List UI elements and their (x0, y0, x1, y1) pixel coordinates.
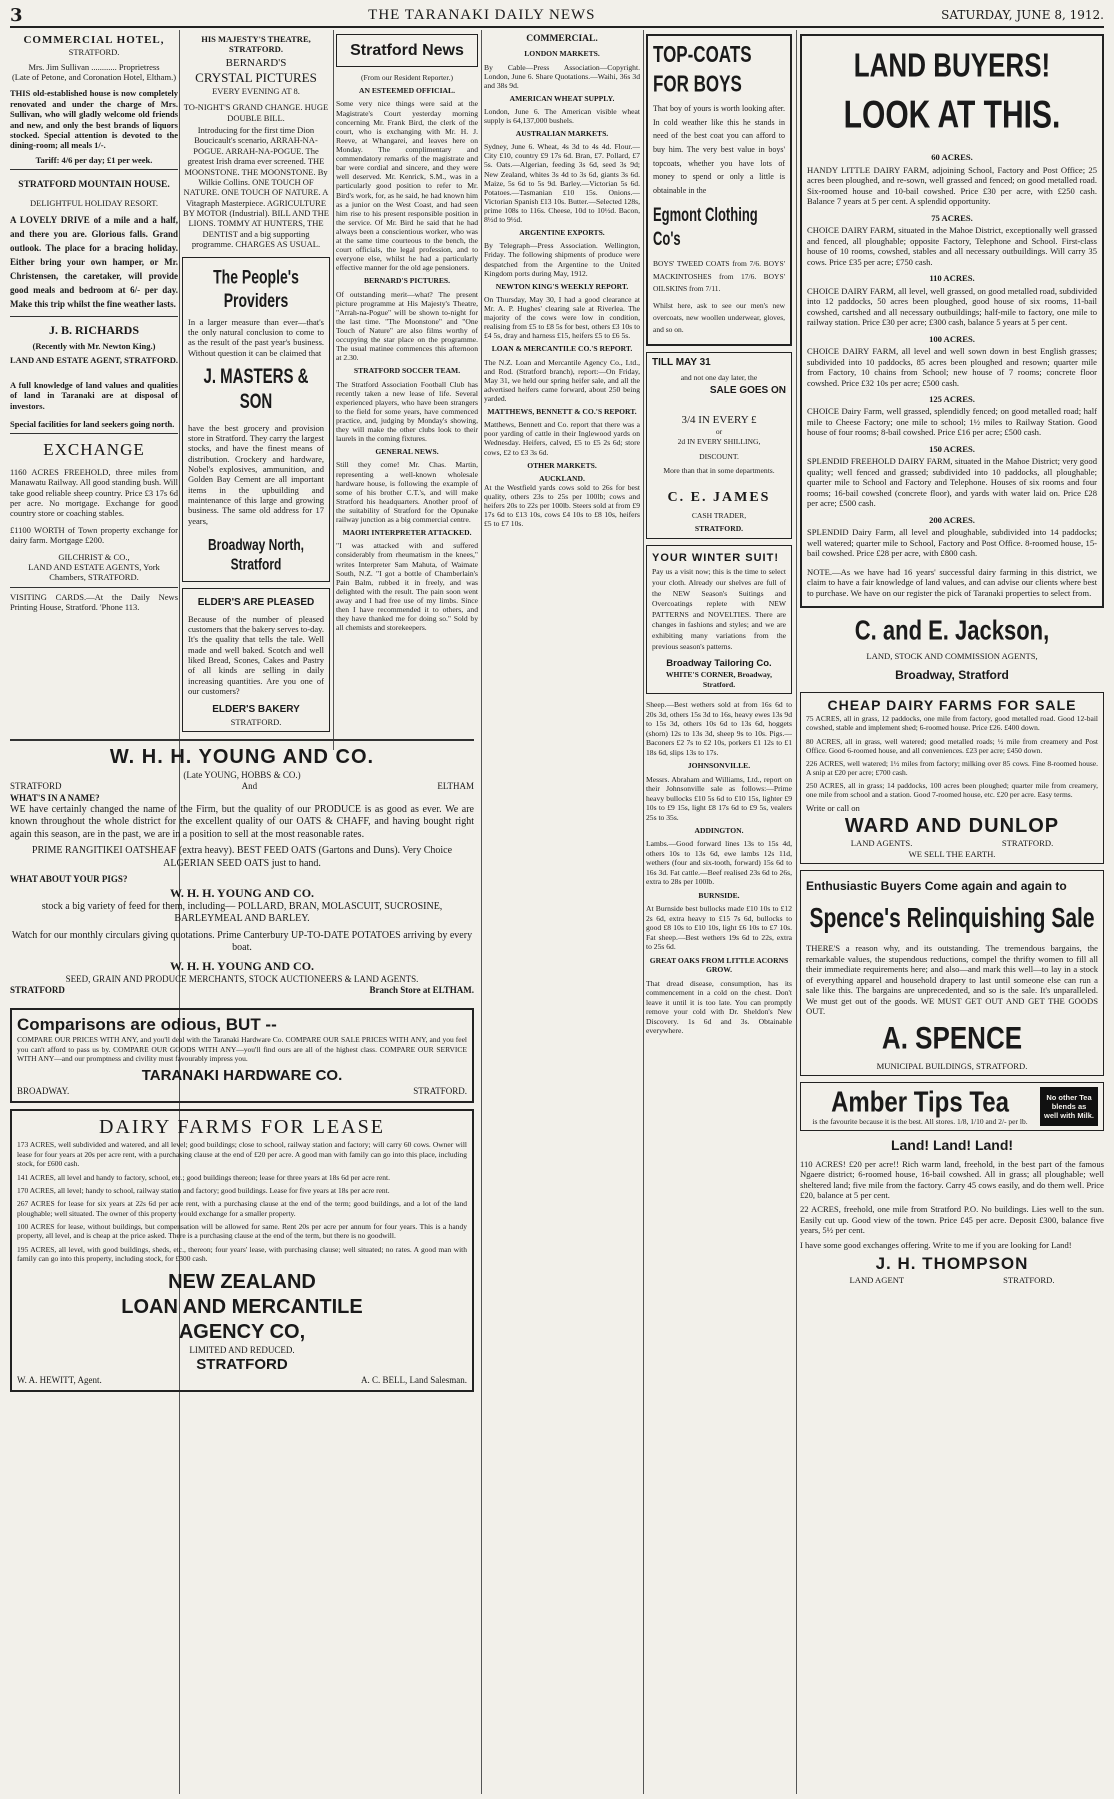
land-listing-heading: 200 ACRES. (929, 514, 975, 525)
land-listing-body: CHOICE DAIRY FARM, all level, well grassed, on good metalled road, subdivided into 12 paddocks, 50 acres been ploughed, good house of six rooms, 11-bail cowshed, cartshed and all necessary outbuildings; half-mile to factory, one mile to railway station. Price £30 per acre; £300 cash, balance 5 years at 5 per cent. (807, 285, 1097, 328)
stratford-news-title: Stratford News (350, 42, 464, 59)
hardware-title: Comparisons are odious, BUT -- (17, 1015, 277, 1034)
cheap-farm-listing: 75 ACRES, all in grass, 12 paddocks, one mile from factory, good metalled road. Good 12-bail cowshed, stable and implement shed; 6-roomed house. Price £26. £400 down. (806, 714, 1098, 733)
masters-address: Broadway North, Stratford (207, 535, 304, 573)
tailoring-name: Broadway Tailoring Co. (666, 658, 772, 670)
hardware-foot: STRATFORD. (413, 1086, 467, 1097)
james-role: CASH TRADER, (691, 510, 747, 520)
market-body: Messrs. Abraham and Williams, Ltd., report on their Johnsonville sale as follows:—Prime heavy bullocks £10 5s 6d to £10 15s, lighter £9 10s to £9 15s, light £8 17s 6d to £9 5s, vealers 25s to 35s. (646, 774, 792, 822)
land-listing-body: SPLENDID Dairy Farm, all level and ploughable, subdivided into 14 paddocks; well watered; quarter mile to School, Factory and Post Office. 8-roomed house, 15-bail cowshed. Price £28 per acre, with £800 cash. (807, 527, 1097, 559)
winter-body: Pay us a visit now; this is the time to select your cloth. Already our shelves are full of the NEW Season's Suitings and Overcoatings replete with NEW PATTERNS and NOVELTIES. There are changes in fashions and styles; and we are exhibiting many variations from the previous season's patterns. (652, 567, 786, 651)
young-late: (Late YOUNG, HOBBS & CO.) (183, 770, 301, 780)
land-land-title: Land! Land! Land! (890, 1137, 1014, 1154)
bottom-left-ads (10, 735, 474, 1795)
young-footer (10, 985, 474, 996)
look-at-this: LOOK AT THIS. (843, 93, 1061, 137)
market-body: Matthews, Bennett and Co. report that there was a poor yarding of cattle in their Inglewood yards on Wednesday. Heifers, calved, £5 to £5 2s 6d; store cows, £2 to £3 3s 6d. (484, 420, 640, 457)
thompson-town: STRATFORD. (1003, 1275, 1055, 1286)
land-listing-heading: 150 ACRES. (929, 443, 975, 454)
hardware-body: COMPARE OUR PRICES WITH ANY, and you'll deal with the Taranaki Hardware Co. COMPARE OUR SALE PRICES WITH ANY, and you feel you can't afford to pass us by. COMPARE OUR GOODS WITH ANY—you'll find ours are all of the highest class. COMPARE OUR SERVICE WITH ANY—and our promptness and civility must favourably impress you. (17, 1035, 467, 1063)
market-heading: AUSTRALIAN MARKETS. (515, 129, 609, 139)
winter-title: YOUR WINTER SUIT! (652, 551, 779, 564)
article-body: The Stratford Association Football Club has recently taken a new lease of life. Several experienced players, who have been strangers to the field for some years, have commenced practice, and, judging by Monday's showing, they will make the other clubs look to their laurels in the coming fixtures. (336, 379, 478, 444)
land-listing-body: CHOICE Dairy Farm, well grassed, splendidly fenced; on good metalled road; half mile to Cheese Factory; one mile to school; 1½ miles to Railway Station. Good house of four rooms; 8-bail cowshed. Price £16 per acre; £500 cash. (807, 406, 1097, 438)
market-body: At Burnside best bullocks made £10 10s to £12 2s 6d, extra heavy to £15 7s 6d, bullocks to good £8 10s to £10 10s, light £6 10s to £7 10s. Fat sheep.—Best wethers 19s 6d to 22s, extra to 25s 6d. (646, 904, 792, 952)
young-loc: ELTHAM (437, 781, 474, 792)
theatre-when: EVERY EVENING AT 8. (212, 85, 300, 96)
topcoats-ad (646, 34, 792, 346)
column-rule (333, 30, 334, 750)
article-heading: BERNARD'S PICTURES. (363, 276, 451, 286)
hotel-name: COMMERCIAL HOTEL, (23, 34, 165, 46)
young-loc: STRATFORD (10, 781, 62, 792)
topcoats-body: That boy of yours is worth looking after. In cold weather like this he stands in need of the best coat you can afford to buy him. The very best value in boys' topcoats, whether you have lots of money to spend or only a little is obtainable in the (653, 104, 785, 195)
cheap-farm-listing: 250 ACRES, all in grass; 14 paddocks, 100 acres been ploughed; quarter mile from creamery, one mile from school and a station. Good 7-roomed house, etc. £20 per acre. Easy terms. (806, 781, 1098, 800)
thompson-role: LAND AGENT (849, 1275, 905, 1286)
market-body: Lambs.—Good forward lines 13s to 15s 4d, others 10s to 13s 6d, ewe lambs 12s 11d, wethers (four and six-tooth, forward) 15s 6d to 16s 3d. Fat cattle.—Beef realised 23s 6d to 26s, extra to 28s per 100lb. (646, 839, 792, 887)
jackson-name: C. and E. Jackson, (854, 614, 1050, 647)
amber-tea-ad (800, 1082, 1104, 1131)
land-listing-heading: 100 ACRES. (929, 333, 975, 344)
james-sale-ad (646, 352, 792, 539)
spence-body: THERE'S a reason why, and its outstanding. The tremendous bargains, the remarkable values, the stupendous reductions, compel the thrifty women to fill all their immediate requirements here; and also—and mark this well—to lay in a stock of everything apparel and household drapery to last until someone else can run a sale like this. The bargains are unprecedented, and so is the sale. It's unparalleled. We must get out of the goods. WE MUST GET OUT AND GET THE GOODS OUT. (806, 943, 1098, 1017)
james-name: C. E. JAMES (667, 490, 771, 506)
cheap-farms-list (806, 714, 1098, 799)
market-heading: MATTHEWS, BENNETT & CO.'S REPORT. (487, 407, 637, 417)
thompson-listing: 22 ACRES, freehold, one mile from Stratford P.O. No buildings. Lies well to the sun. Easily cut up. Good view of the town. Price £45 per acre. Deposit £300, balance five years, 5½ per cent. (800, 1204, 1104, 1236)
hotel-town: STRATFORD. (68, 47, 120, 58)
dairy-lease-listing: 141 ACRES, all level and handy to factory, school, etc.; good buildings thereon; lease for three years at 18s 6d per acre rent. (17, 1172, 390, 1182)
winter-suit-ad (646, 545, 792, 694)
amber-side-panel: No other Tea blends as well with Milk. (1040, 1087, 1098, 1126)
spence-title: Spence's Relinquishing Sale (809, 903, 1095, 934)
amber-title: Amber Tips Tea (831, 1085, 1009, 1119)
market-heading: OTHER MARKETS. (527, 460, 597, 470)
article-heading: GREAT OAKS FROM LITTLE ACORNS GROW. (649, 955, 789, 975)
cheap-farm-listing: 226 ACRES, well watered; 1½ miles from factory; milking over 85 cows. Fine 8-roomed house. A snip at £20 per acre; £700 cash. (806, 758, 1098, 777)
market-heading: ADDINGTON. (694, 825, 744, 835)
young-items: PRIME RANGITIKEI OATSHEAF (extra heavy). BEST FEED OATS (Gartons and Duns). Very Choice ALGERIAN SEED OATS just to hand. (31, 845, 453, 869)
ward-footer (806, 838, 1098, 848)
article-body: "I was attacked with and suffered considerably from rheumatism in the knees," writes Interpreter Sam Mahuta, of Waimate South, N.Z. "I got a bottle of Chamberlain's Pain Balm, rubbed it in freely, and was delighted with the result. The pain soon went away and I had free use of my limbs. Since then I have recommended it to others, and they have thanked me for doing so." Sold by all chemists and storekeepers. (336, 541, 478, 633)
young-name: W. H. H. YOUNG AND CO. (169, 885, 315, 900)
young-body: WE have certainly changed the name of the Firm, but the quality of our PRODUCE is as good as ever. We are known throughout the whole district for the excellent quality of our OATS & CHAFF, and having bought right again this season, are in the past, we are in a position to sell at the most reasonable rates. (10, 803, 474, 840)
nz-town: STRATFORD (196, 1355, 288, 1373)
article-body: Some very nice things were said at the Magistrate's Court yesterday morning concerning Mr. Frank Bird, the clerk of the court, who is exchanging with Mr. H. J. Reeve, at Whangarei, and leaves here on Monday. The complimentary and commendatory remarks of the magistrate and bar were cordial and sincere, and they were well deserved. Mr. Kenrick, S.M., was in a particularly good position to refer to Mr. Bird's work, for, as he said, he had known him as a junior on the West Coast, and had seen him rise to his present responsible position in the service. Of Mr. Bird he said that he had always been a conscientious worker, who was at the same time courteous to the bench, the court officials, the legal profession, and to everyone else, whilst he had a particularly effective manner for the old age pensioners. (336, 99, 478, 273)
richards-name: J. B. RICHARDS (48, 322, 139, 337)
masters-title: J. MASTERS & SON (203, 364, 309, 415)
young-foot: Branch Store at ELTHAM. (369, 984, 474, 995)
thompson-note: I have some good exchanges offering. Write to me if you are looking for Land! (800, 1239, 1072, 1250)
cheap-farms-ad (800, 692, 1104, 864)
young-locations (10, 781, 474, 792)
article-heading: AN ESTEEMED OFFICIAL. (359, 86, 455, 96)
providers-ad (182, 257, 330, 582)
spence-enthusiastic: Enthusiastic Buyers Come again and again to (806, 879, 1067, 894)
commercial-title: COMMERCIAL. (526, 34, 598, 44)
ward-slogan: WE SELL THE EARTH. (908, 848, 996, 859)
richards-role: LAND AND ESTATE AGENT, STRATFORD. (10, 355, 178, 366)
richards-body: A full knowledge of land values and qualities of land in Taranaki are at disposal of investors. (10, 379, 178, 411)
stratford-news-byline: (From our Resident Reporter.) (361, 73, 453, 83)
ward-role: LAND AGENTS. (850, 838, 913, 849)
cheap-farm-listing: 80 ACRES, all in grass, well watered; good metalled roads; ½ mile from creamery and Post Office. Good 6-roomed house, and all conveniences. £23 per acre; £450 down. (806, 736, 1098, 755)
article-body: That dread disease, consumption, has its commencement in a cold on the chest. Don't leave it until it is too late. You can promptly remove your cold with Dr. Sheldon's New Discovery. 1s 6d and 3s. Obtainable everywhere. (646, 978, 792, 1036)
market-body: The N.Z. Loan and Mercantile Agency Co., Ltd., and Rod. (Stratford branch), report:—On Friday, May 31, we held our spring heifer sale, and all the advertised heifers came forward, about 250 being yarded. (484, 357, 640, 403)
providers-body: In a larger measure than ever—that's the only natural conclusion to come to as the result of the past year's business. Without question it can be claimed that (188, 316, 324, 358)
market-subheading: AUCKLAND. (539, 473, 585, 483)
richards-subtitle: (Recently with Mr. Newton King.) (32, 341, 156, 352)
discount-label: DISCOUNT. (699, 452, 739, 462)
discount-shilling: 2d IN EVERY SHILLING, (677, 436, 761, 446)
dairy-title: DAIRY FARMS FOR LEASE (99, 1116, 385, 1139)
cheap-write: Write or call on (806, 803, 860, 814)
richards-special: Special facilities for land seekers going north. (10, 418, 175, 429)
exchange-agent: GILCHRIST & CO., (58, 551, 130, 562)
market-body: London, June 6. The American visible wheat supply is 64,137,000 bushels. (484, 106, 640, 126)
masters-body: have the best grocery and provision store in Stratford. They carry the largest stocks, and have the finest means of distribution. Crockery and hardware, Nobel's explosives, ammunition, and Golden Bay Cement are all important items in the upbuilding and maintenance of this large and growing business. The same old address for 17 years, (188, 422, 324, 526)
newspaper-title: THE TARANAKI DAILY NEWS (368, 6, 596, 23)
land-listing-body: CHOICE DAIRY FARM, situated in the Mahoe District, exceptionally well grassed and fenced, all ploughable; opposite Factory, Telephone and School. First-class house of 10 rooms, cowshed, stables and all necessary outbuildings. Will carry 35 cows. Price £35 per acre; £750 cash. (807, 225, 1097, 267)
hotel-tariff: Tariff: 4/6 per day; £1 per week. (35, 154, 153, 165)
market-body: Sydney, June 6. Wheat, 4s 3d to 4s 4d. Flour.—City £10, country £9 17s 6d. Bran, £7. Pollard, £7 5s. Oats.—Algerian, feeding 3s 6d, seed 3s 9d; New Zealand, whites 3s 4d to 3s 6d, giants 3s 6d. Maize, 5s 6d to 5s 9d. Barley.—Victorian 5s 6d. Potatoes.—Tasmanian £10 15s. Onions.—Victorian Spanish £13 10s. Butter.—Selected 128s, prime 108s to 116s. Cheese, 10d to 10½d. Bacon, 8½d to 9½d. (484, 142, 640, 225)
young-question: WHAT'S IN A NAME? (10, 792, 100, 803)
dairy-lease-listing: 100 ACRES for lease, without buildings, but compensation will be allowed for same. Rent 20s per acre per annum for four years. This is a handy property, all level, and is cheap at the price asked. There is a purchasing clause at the end of the term, but there is no goodwill. (17, 1222, 467, 1241)
visiting-cards: VISITING CARDS.—At the Daily News Printing House, Stratford. 'Phone 113. (10, 591, 178, 612)
dairy-lease-listing: 173 ACRES, well subdivided and watered, and all level; good buildings; close to school, railway station and factory; will carry 60 cows. Owner will lease for four years at 20s per acre rent, with a purchasing clause at the end of £20 per acre. A good man with family can go into this place, including stock, for £600 cash. (17, 1140, 467, 1169)
young-role: SEED, GRAIN AND PRODUCE MERCHANTS, STOCK AUCTIONEERS & LAND AGENTS. (65, 973, 419, 984)
article-heading: STRATFORD SOCCER TEAM. (353, 366, 461, 376)
stratford-news-header (336, 34, 478, 67)
tailoring-address: WHITE'S CORNER, Broadway, Stratford. (665, 670, 773, 689)
column-4 (484, 34, 640, 1794)
theatre-program: Introducing for the first time Dion Boucicault's scenario, ARRAH-NA-POGUE. ARRAH-NA-POGUE. The greatest Irish drama ever screened. THE MOONSTONE. THE MOONSTONE. By Wilkie Collins. ONE TOUCH OF NATURE. ONE TOUCH OF NATURE. A Vitagraph Masterpiece. AGRICULTURE BY MOTOR (Industrial). BILL AND THE LIONS. TOMMY AT HUNTERS, THE DENTIST and a big supporting programme. CHARGES AS USUAL. (183, 125, 329, 250)
article-body: Still they come! Mr. Chas. Martin, representing a well-known wholesale hardware house, is following the example of some of his brother C.T.'s, and will make Stratford his headquarters. Another proof of the suitability of Stratford for the Opunake railway junction as a big commercial centre. (336, 460, 478, 525)
column-1 (10, 34, 178, 754)
discount-more: More than that in some departments. (663, 465, 775, 475)
mountain-title: STRATFORD MOUNTAIN HOUSE. (18, 180, 170, 190)
elders-name: ELDER'S BAKERY (212, 704, 300, 716)
topcoats-title: TOP-COATS FOR BOYS (653, 41, 752, 98)
thompson-name: J. H. THOMPSON (875, 1254, 1029, 1274)
land-listing-body: HANDY LITTLE DAIRY FARM, adjoining School, Factory and Post Office; 25 acres been ploughed, and re-sown, well grassed and fenced; on good metalled road. Six-roomed house and 10-bail cowshed. Price £30 per acre, with £250 cash. Balance 7 years at 5 per cent. A splendid opportunity. (807, 164, 1097, 207)
discount-fraction: 3/4 IN EVERY £ (681, 413, 757, 426)
nz-title-3: AGENCY CO, (178, 1320, 306, 1343)
thompson-listing: 110 ACRES! £20 per acre!! Rich warm land, freehold, in the best part of the famous Ngaere district; 6-roomed house, 16-bail cowshed. All in grass; all ploughable; well sheltered land; five mile from the factory. Carry 45 cows easily, and do them well. Price £20, balance at 5 per cent. (800, 1158, 1104, 1200)
elders-town: STRATFORD. (230, 716, 282, 727)
nz-footer (17, 1375, 467, 1386)
egmont-items: BOYS' TWEED COATS from 7/6. BOYS' MACKINTOSHES from 17/6. BOYS' OILSKINS from 7/11. (653, 258, 785, 294)
page-number: 3 (10, 4, 23, 26)
market-heading: ARGENTINE EXPORTS. (519, 228, 605, 238)
thompson-footer (800, 1275, 1104, 1285)
land-listing-heading: 60 ACRES. (931, 152, 973, 163)
elders-body: Because of the number of pleased customers that the bakery serves to-day. It's the quality that tells the tale. Well made and well baked. Scotch and well liked Bread, Scones, Cakes and Pastry of all kinds are selling in daily increasing quantities. Are you one of our customers? (188, 613, 324, 697)
column-rule (796, 30, 797, 1794)
exchange-listing: £1100 WORTH of Town property exchange for dairy farm. Mortgage £200. (10, 524, 178, 546)
article-heading: MAORI INTERPRETER ATTACKED. (342, 528, 472, 538)
land-listing-body: CHOICE DAIRY FARM, all level and well sown down in best English grasses; subdivided into 10 paddocks, 85 acres been ploughed and resown; quarter mile from Factory, 10 chains from School; new house of 7 rooms; concrete floor cowshed. Price £32 10s per acre; £500 cash. (807, 346, 1097, 388)
young-stock: stock a big variety of feed for them, including— POLLARD, BRAN, MOLASCUIT, SUCROSINE, BARLEYMEAL AND BARLEY. (41, 900, 443, 924)
young-foot: STRATFORD (10, 984, 65, 995)
land-listing-heading: 75 ACRES. (931, 212, 973, 223)
column-rule (481, 30, 482, 1794)
spence-name: A. SPENCE (881, 1019, 1023, 1056)
land-listings (807, 152, 1097, 558)
column-rule (643, 30, 644, 1794)
ward-town: STRATFORD. (1001, 838, 1054, 849)
young-watch: Watch for our monthly circulars giving quotations. Prime Canterbury UP-TO-DATE POTATOES arriving by every boat. (11, 929, 473, 953)
land-listing-heading: 125 ACRES. (929, 394, 975, 404)
article-body: Of outstanding merit—what? The present picture programme at His Majesty's Theatre, "Arrah-na-Pogue" will be shown to-night for the last time. "The Moonstone" and "One Touch of Nature" are also films worthy of occupying the star place on the programme. The usual matinee commences this afternoon at 2.30. (336, 289, 478, 363)
exchange-listing: 1160 ACRES FREEHOLD, three miles from Manawatu Railway. All good standing bush. Will take good reliable sheep country. Price £3 17s 6d per acre. No mortgage. Exchange for good country store or coaching stables. (10, 467, 178, 519)
providers-title: The People's Providers (213, 265, 299, 312)
market-heading: LONDON MARKETS. (524, 49, 600, 59)
market-heading: BURNSIDE. (698, 890, 740, 900)
jackson-address: Broadway, Stratford (895, 667, 1009, 682)
young-title: W. H. H. YOUNG AND CO. (109, 746, 375, 768)
ward-name: WARD AND DUNLOP (844, 814, 1060, 837)
hotel-late: (Late of Petone, and Coronation Hotel, Eltham.) (11, 72, 177, 83)
james-town: STRATFORD. (694, 524, 744, 534)
cheap-farms-title: CHEAP DAIRY FARMS FOR SALE (827, 697, 1077, 714)
column-6 (800, 34, 1104, 1794)
young-pigs: WHAT ABOUT YOUR PIGS? (10, 874, 128, 885)
sale-till: TILL MAY 31 (652, 357, 711, 369)
theatre-name: HIS MAJESTY'S THEATRE, STRATFORD. (201, 34, 311, 55)
nz-salesman: A. C. BELL, Land Salesman. (361, 1374, 467, 1385)
nz-agent: W. A. HEWITT, Agent. (17, 1374, 102, 1385)
exchange-title: EXCHANGE (43, 440, 145, 460)
issue-date: SATURDAY, JUNE 8, 1912. (941, 8, 1104, 22)
dairy-lease-listing: 170 ACRES, all level; handy to school, railway station and factory; good buildings. Lease for five years at 18s per acre rent. (17, 1185, 390, 1195)
sale-goes-on: SALE GOES ON (709, 385, 786, 397)
hardware-name: TARANAKI HARDWARE CO. (141, 1067, 343, 1085)
hardware-ad (10, 1008, 474, 1103)
nz-title-2: LOAN AND MERCANTILE (121, 1295, 363, 1318)
land-listing-heading: 110 ACRES. (929, 273, 975, 284)
spence-ad (800, 870, 1104, 1076)
exchange-agent-role: LAND AND ESTATE AGENTS, York Chambers, STRATFORD. (28, 561, 160, 583)
market-body: On Thursday, May 30, I had a good clearance at Mr. A. P. Hughes' clearing sale at Riverlea. The majority of the cows were low in condition, realising from £5 to £8 5s for best, others £3 10s to £4 5s, dray and harness £15, heifers £5 to £6 5s. (484, 294, 640, 341)
hardware-foot: BROADWAY. (17, 1086, 70, 1097)
column-5 (646, 34, 792, 1794)
market-heading: JOHNSONVILLE. (687, 761, 751, 771)
hardware-footer (17, 1086, 467, 1097)
dairy-lease-listing: 267 ACRES for lease for six years at 22s 6d per acre rent, with a purchasing clause at the end of the term; good buildings, and a lot of the land ploughable; well situated. The owner of this property would exchange for a smaller property. (17, 1199, 467, 1218)
land-buyers-title: LAND BUYERS! (853, 45, 1051, 85)
nz-title: NEW ZEALAND (168, 1270, 316, 1293)
market-heading: AMERICAN WHEAT SUPPLY. (509, 93, 615, 103)
market-body: By Cable—Press Association—Copyright. London, June 6. Share Quotations.—Waihi, 36s 3d and 38s 9d. (484, 62, 640, 90)
market-heading: NEWTON KING'S WEEKLY REPORT. (495, 281, 629, 291)
elders-ad (182, 588, 330, 732)
egmont-body: Whilst here, ask to see our men's new overcoats, new woollen underwear, gloves, and so on. (653, 301, 785, 335)
mountain-subtitle: DELIGHTFUL HOLIDAY RESORT. (29, 197, 158, 208)
discount-or: or (715, 427, 723, 437)
hotel-body: THIS old-established house is now completely renovated and under the charge of Mrs. Sullivan, who will gladly welcome old friends and new, and only the best brands of liquors stocked. Special attention is devoted to the dining-room; all meals 1/-. (10, 88, 178, 151)
jackson-role: LAND, STOCK AND COMMISSION AGENTS, (866, 651, 1038, 662)
young-loc-and: And (241, 781, 258, 792)
column-2 (182, 34, 330, 754)
land-listing-body: SPLENDID FREEHOLD DAIRY FARM, situated in the Mahoe District; very good quality; well fenced and grassed; subdivided into 10 paddocks, all ploughable; quarter mile to School and Factory and Telephone. Houses of six rooms and four rooms; 16-bail cowshed (concrete floor), and yards with water laid on. Price £28 per acre; £500 cash. (807, 456, 1097, 509)
market-body: Sheep.—Best wethers sold at from 16s 6d to 20s 3d, others 15s 3d to 16s, heavy ewes 13s 9d to 15s 3d, others 10s 6d to 13s 6d, hoggets (shorn) 12s to 13s 3d, sheep 9s to 10s. Pigs.—Baconers £2 7s to £2 10s, porkers £1 12s to £1 18s 6d, slips 13s to 17s. (646, 700, 792, 757)
mountain-body: A LOVELY DRIVE of a mile and a half, and there you are. Glorious falls. Grand outlook. The place for a bracing holiday. Either bring your own hamper, or Mr. Christensen, the caretaker, will provide good meals and bedroom at 6/- per day. Make this trip whilst the fine weather lasts. (10, 214, 178, 309)
theatre-change: TO-NIGHT'S GRAND CHANGE. HUGE DOUBLE BILL. (183, 102, 329, 123)
dairy-lease-listing: 195 ACRES, all level, with good buildings, sheds, etc., thereon; four years' lease, with purchasing clause; well situated; no rates. A good man with family can go into this property, including stock, for £300 cash. (17, 1244, 467, 1264)
land-note: NOTE.—As we have had 16 years' successful dairy farming in this district, we claim to have a fair knowledge of land values, and can advise our clients where best to purchase. We have on our register the pick of Taranaki properties to select from. (807, 566, 1097, 598)
theatre-title: CRYSTAL PICTURES (195, 70, 317, 86)
dairy-lease-ad (10, 1109, 474, 1391)
market-body: By Telegraph—Press Association. Wellington, Friday. The following shipments of produce were despatched from the Argentine to the United Kingdom ports during May, 1912. (484, 241, 640, 278)
market-heading: LOAN & MERCANTILE CO.'S REPORT. (491, 344, 633, 354)
sale-and-not: and not one day later, the (680, 372, 758, 382)
market-body: At the Westfield yards cows sold to 26s for best quality, others 23s to 25s per 100lb; cows and heifers 20s to 22s per 100lb. Steers sold at from £9 17s 6d to £13 10s, cows £4 10s to £8 10s, heifers £5 to £7 10s. (484, 482, 640, 529)
land-buyers-ad (800, 34, 1104, 608)
article-heading: GENERAL NEWS. (375, 447, 439, 457)
elders-title: ELDER'S ARE PLEASED (197, 597, 315, 609)
nz-limited: LIMITED AND REDUCED. (189, 1344, 295, 1355)
amber-subtitle: is the favourite because it is the best. All stores. 1/8, 1/10 and 2/- per lb. (812, 1116, 1028, 1126)
spence-address: MUNICIPAL BUILDINGS, STRATFORD. (876, 1060, 1028, 1071)
dairy-lease-list (17, 1140, 467, 1263)
egmont-name: Egmont Clothing Co's (653, 203, 758, 251)
young-name: W. H. H. YOUNG AND CO. (169, 958, 315, 973)
hotel-proprietress: Mrs. Jim Sullivan ............ Proprietress (28, 61, 160, 72)
masthead (10, 4, 1104, 28)
theatre-company: BERNARD'S (225, 56, 287, 69)
